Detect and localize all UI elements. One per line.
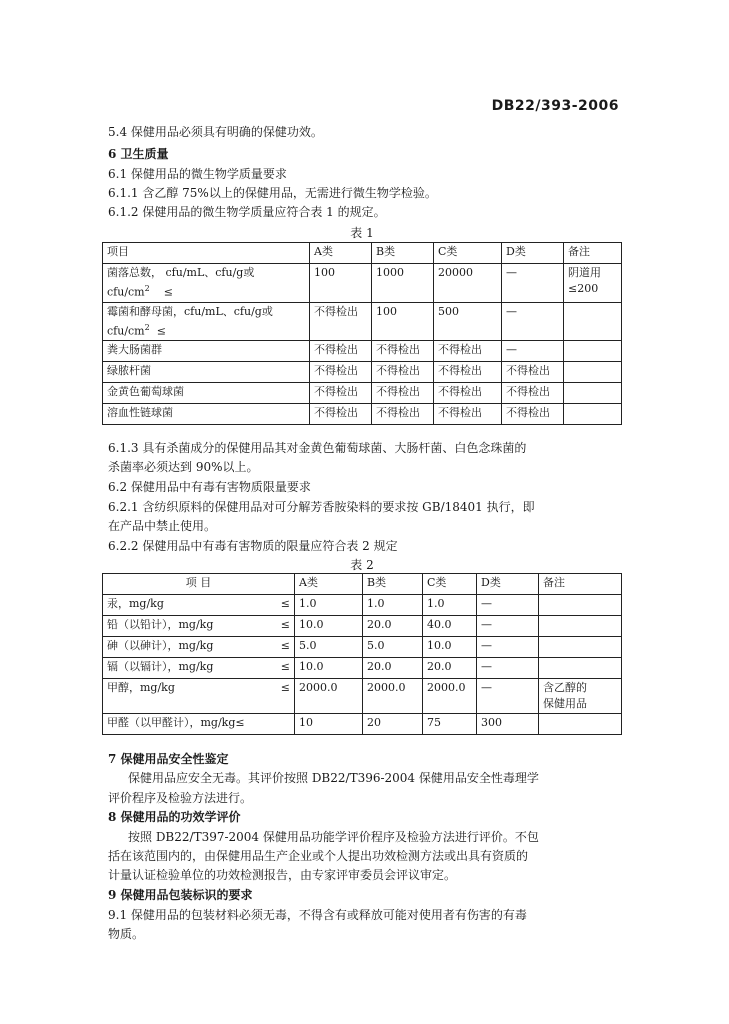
clause-6-1-3-cont: 杀菌率必须达到 90%以上。 (108, 460, 259, 474)
section-8-text: 按照 DB22/T397-2004 保健用品功能学评价程序及检验方法进行评价。不包 (128, 830, 539, 844)
table-row (103, 679, 622, 714)
cell-note (539, 637, 622, 658)
section-7-text: 保健用品应安全无毒。其评价按照 DB22/T396-2004 保健用品安全性毒理学 (128, 771, 539, 785)
cell-c: 不得检出 (434, 362, 502, 383)
table1-item-cell: 粪大肠菌群 (103, 341, 310, 362)
lte-sign: ≤ (280, 639, 290, 652)
cell-d: 300 (477, 714, 539, 735)
cell-note (539, 679, 622, 714)
document-code: DB22/393-2006 (491, 98, 619, 114)
section-6-heading: 6 卫生质量 (108, 147, 169, 161)
cell-d: — (502, 302, 564, 341)
table1-caption: 表 1 (350, 226, 374, 240)
table1-header-row (103, 243, 622, 264)
clause-5-4: 5.4 保健用品必须具有明确的保健功效。 (108, 125, 323, 139)
table1-header: D类 (502, 243, 564, 264)
cell-a: 10.0 (295, 658, 363, 679)
cell-c: 不得检出 (434, 404, 502, 425)
clause-6-1-1: 6.1.1 含乙醇 75%以上的保健用品，无需进行微生物学检验。 (108, 186, 437, 200)
cell-b: 5.0 (363, 637, 423, 658)
table1-header: 备注 (564, 243, 622, 264)
lte-sign: ≤ (163, 285, 173, 299)
cell-note (564, 404, 622, 425)
table1-header: B类 (372, 243, 434, 264)
superscript: 2 (144, 322, 150, 332)
cell-b: 20 (363, 714, 423, 735)
table-row (103, 595, 622, 616)
table2-item-cell (103, 616, 295, 637)
table2-header: A类 (295, 574, 363, 595)
table2 (102, 573, 622, 735)
table2-header: 备注 (539, 574, 622, 595)
item-name: 甲醇，mg/kg (107, 681, 175, 694)
cell-a: 不得检出 (310, 383, 372, 404)
item-name: 镉（以镉计），mg/kg (107, 660, 214, 673)
clause-6-2: 6.2 保健用品中有毒有害物质限量要求 (108, 480, 311, 494)
cell-a: 不得检出 (310, 341, 372, 362)
note-line: 阴道用 (568, 266, 601, 279)
cell-c: 20000 (434, 264, 502, 303)
cell-note (564, 264, 622, 303)
cell-d: — (502, 264, 564, 303)
table1-item-cell (103, 264, 310, 303)
note-line: 保健用品 (543, 697, 587, 710)
lte-sign: ≤ (280, 681, 290, 694)
cell-b: 1.0 (363, 595, 423, 616)
cell-note (564, 383, 622, 404)
cell-b: 100 (372, 302, 434, 341)
cell-d: — (477, 658, 539, 679)
cell-b: 20.0 (363, 616, 423, 637)
table2-header: B类 (363, 574, 423, 595)
clause-6-1-3: 6.1.3 具有杀菌成分的保健用品其对金黄色葡萄球菌、大肠杆菌、白色念珠菌的 (108, 441, 527, 455)
section-9-heading: 9 保健用品包装标识的要求 (108, 888, 253, 902)
cell-a: 5.0 (295, 637, 363, 658)
clause-6-2-1-cont: 在产品中禁止使用。 (108, 519, 217, 533)
item-name: 霉菌和酵母菌，cfu/mL、cfu/g或 (107, 304, 273, 318)
table-row (103, 714, 622, 735)
cell-a: 100 (310, 264, 372, 303)
lte-sign: ≤ (280, 618, 290, 631)
table-row (103, 658, 622, 679)
cell-b: 不得检出 (372, 404, 434, 425)
table-row (103, 637, 622, 658)
cell-c: 10.0 (423, 637, 477, 658)
cell-a: 不得检出 (310, 302, 372, 341)
cell-a: 10 (295, 714, 363, 735)
table-row (103, 383, 622, 404)
cell-b: 20.0 (363, 658, 423, 679)
superscript: 2 (144, 284, 150, 293)
table2-item-cell (103, 658, 295, 679)
section-7-text-cont: 评价程序及检验方法进行。 (108, 791, 253, 805)
section-8-text-cont: 括在该范围内的，由保健用品生产企业或个人提出功效检测方法或出具有资质的 (108, 849, 529, 863)
cell-note (564, 302, 622, 341)
cell-note (564, 362, 622, 383)
cell-c: 1.0 (423, 595, 477, 616)
cell-c: 75 (423, 714, 477, 735)
cell-c: 40.0 (423, 616, 477, 637)
cell-note (539, 616, 622, 637)
cell-a: 2000.0 (295, 679, 363, 714)
cell-c: 不得检出 (434, 341, 502, 362)
table-row (103, 341, 622, 362)
cell-a: 10.0 (295, 616, 363, 637)
note-line: ≤200 (568, 282, 599, 295)
item-name: 砷（以砷计），mg/kg (107, 639, 214, 652)
cell-d: 不得检出 (502, 404, 564, 425)
clause-6-2-2: 6.2.2 保健用品中有毒有害物质的限量应符合表 2 规定 (108, 539, 398, 553)
table2-item-cell (103, 595, 295, 616)
item-name: 铅（以铅计），mg/kg (107, 618, 214, 631)
cell-note (539, 714, 622, 735)
cell-b: 2000.0 (363, 679, 423, 714)
cell-d: — (477, 679, 539, 714)
cell-d: 不得检出 (502, 362, 564, 383)
table2-header-row (103, 574, 622, 595)
section-8-heading: 8 保健用品的功效学评价 (108, 810, 241, 824)
item-unit: cfu/cm (107, 285, 145, 299)
item-name: 汞，mg/kg (107, 597, 164, 610)
cell-b: 不得检出 (372, 341, 434, 362)
table1-header: C类 (434, 243, 502, 264)
table2-item-cell (103, 679, 295, 714)
table2-caption: 表 2 (350, 558, 374, 572)
cell-d: — (477, 595, 539, 616)
clause-6-2-1: 6.2.1 含纺织原料的保健用品对可分解芳香胺染料的要求按 GB/18401 执行，即 (108, 500, 535, 514)
table1-item-cell: 绿脓杆菌 (103, 362, 310, 383)
cell-d: — (477, 637, 539, 658)
table-row (103, 362, 622, 383)
table1 (102, 242, 622, 425)
table-row (103, 264, 622, 303)
cell-b: 不得检出 (372, 362, 434, 383)
cell-note (539, 595, 622, 616)
table2-header: D类 (477, 574, 539, 595)
table1-item-cell (103, 302, 310, 341)
cell-b: 1000 (372, 264, 434, 303)
lte-sign: ≤ (156, 324, 166, 338)
table-row (103, 302, 622, 341)
cell-a: 1.0 (295, 595, 363, 616)
item-name: 菌落总数， cfu/mL、cfu/g或 (107, 266, 255, 279)
table-row (103, 616, 622, 637)
cell-c: 20.0 (423, 658, 477, 679)
cell-a: 不得检出 (310, 404, 372, 425)
clause-6-1-2: 6.1.2 保健用品的微生物学质量应符合表 1 的规定。 (108, 205, 386, 219)
clause-9-1-cont: 物质。 (108, 927, 145, 941)
section-7-heading: 7 保健用品安全性鉴定 (108, 752, 229, 766)
item-unit: cfu/cm (107, 324, 145, 338)
cell-c: 不得检出 (434, 383, 502, 404)
table-row (103, 404, 622, 425)
item-name: 甲醛（以甲醛计），mg/kg≤ (107, 716, 245, 729)
table1-item-cell: 溶血性链球菌 (103, 404, 310, 425)
cell-a: 不得检出 (310, 362, 372, 383)
table2-header: 项 目 (103, 574, 295, 595)
cell-d: 不得检出 (502, 383, 564, 404)
cell-note (539, 658, 622, 679)
cell-c: 500 (434, 302, 502, 341)
lte-sign: ≤ (280, 597, 290, 610)
table2-item-cell (103, 637, 295, 658)
table1-item-cell: 金黄色葡萄球菌 (103, 383, 310, 404)
table2-item-cell (103, 714, 295, 735)
cell-d: — (477, 616, 539, 637)
cell-b: 不得检出 (372, 383, 434, 404)
table1-header: 项目 (103, 243, 310, 264)
table1-header: A类 (310, 243, 372, 264)
cell-note (564, 341, 622, 362)
cell-d: — (502, 341, 564, 362)
cell-c: 2000.0 (423, 679, 477, 714)
clause-9-1: 9.1 保健用品的包装材料必须无毒，不得含有或释放可能对使用者有伤害的有毒 (108, 908, 527, 922)
clause-6-1: 6.1 保健用品的微生物学质量要求 (108, 167, 287, 181)
section-8-text-cont: 计量认证检验单位的功效检测报告，由专家评审委员会评议审定。 (108, 868, 457, 882)
lte-sign: ≤ (280, 660, 290, 673)
table2-header: C类 (423, 574, 477, 595)
note-line: 含乙醇的 (543, 681, 587, 694)
